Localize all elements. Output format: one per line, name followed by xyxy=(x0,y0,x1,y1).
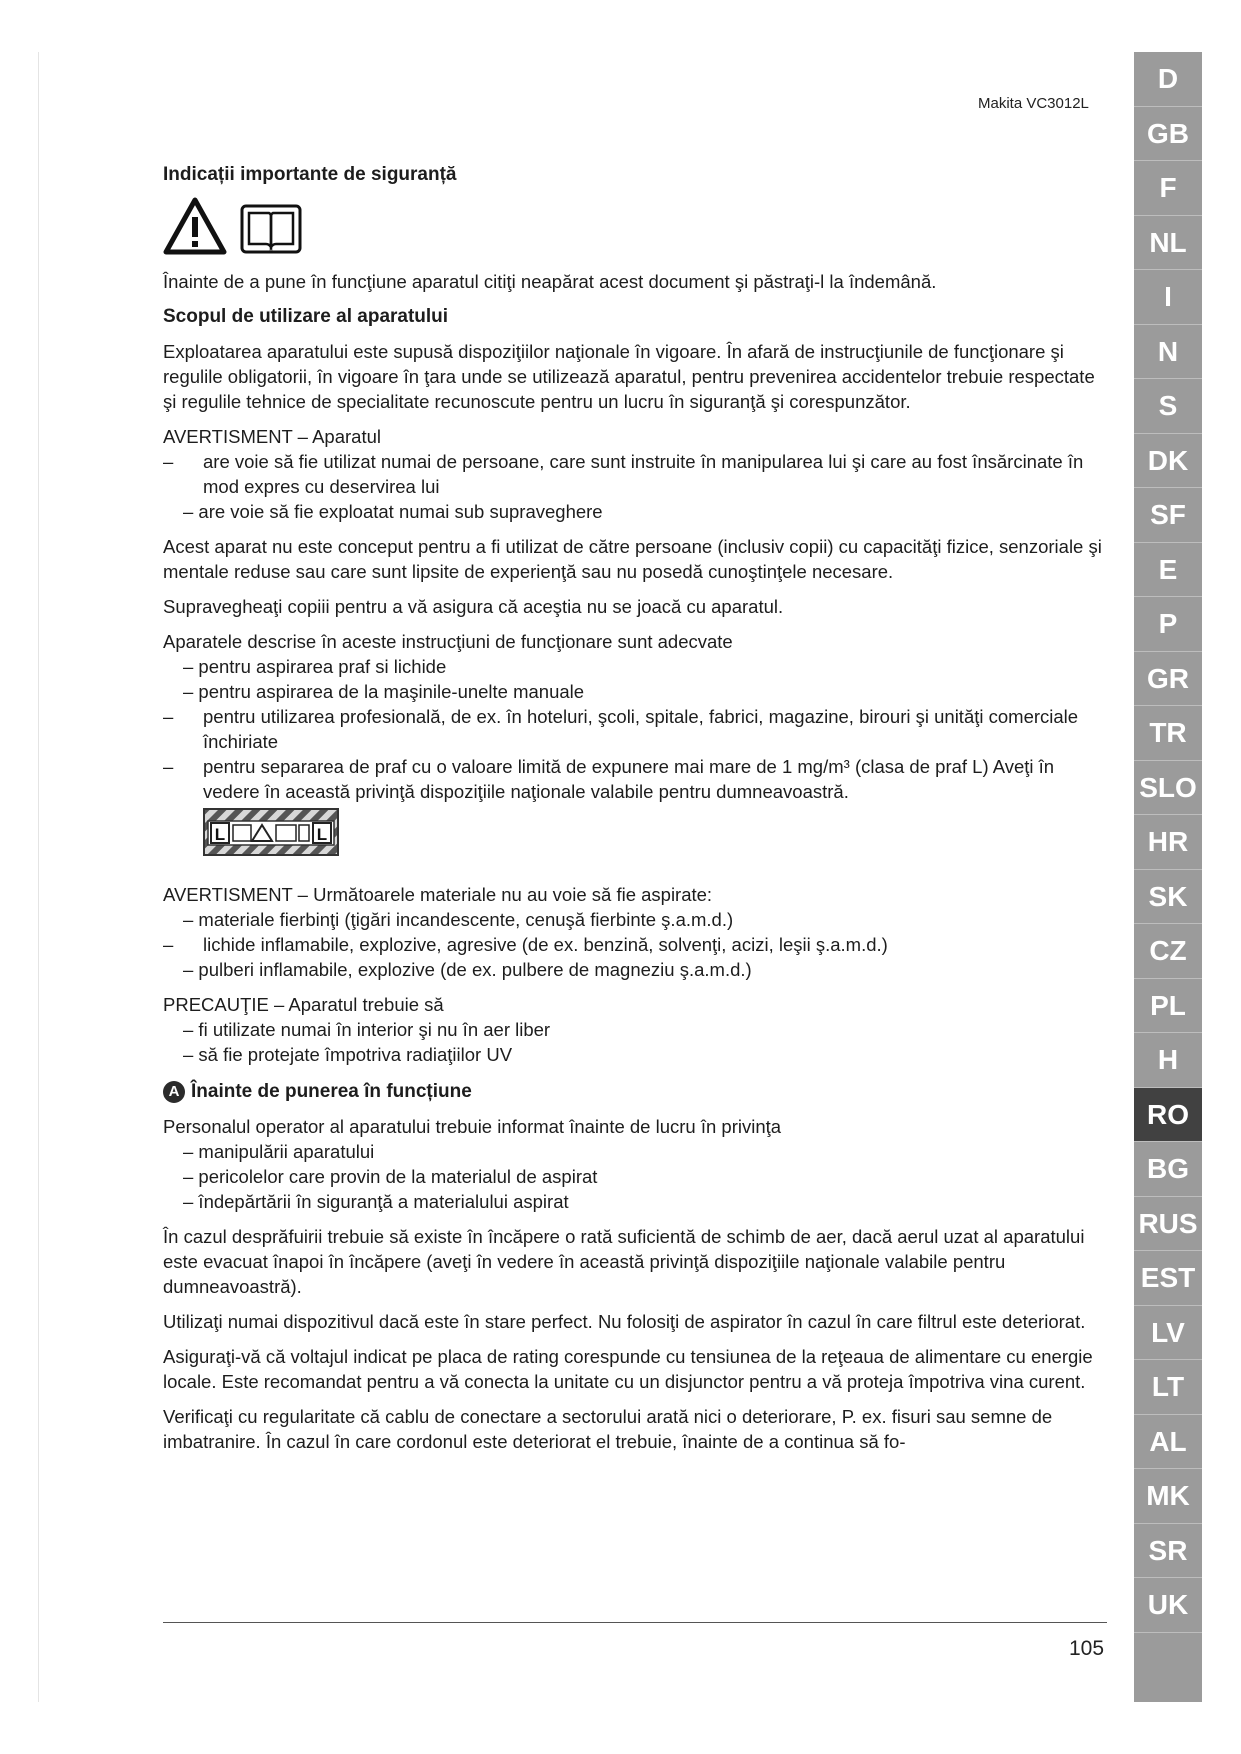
operator-lead: Personalul operator al aparatului trebuie informat înainte de lucru în privinţa xyxy=(163,1116,782,1137)
dust-class-letter: L xyxy=(214,825,226,844)
language-tab-d[interactable]: D xyxy=(1134,52,1202,107)
language-tab-lt[interactable]: LT xyxy=(1134,1360,1202,1415)
language-sidebar xyxy=(1134,52,1202,1702)
children-paragraph: Supravegheaţi copiii pentru a vă asigura că aceştia nu se joacă cu aparatul. xyxy=(163,596,784,617)
list-text: pentru utilizarea profesională, de ex. în hoteluri, şcoli, spitale, fabrici, magazine, birouri şi unităţi comerciale închiriate xyxy=(203,706,1079,752)
list-item xyxy=(163,704,1111,754)
list-text: are voie să fie utilizat numai de persoane, care sunt instruite în manipularea lui şi care au fost însărcinate în mod expres cu deservirea lui xyxy=(203,451,1084,497)
language-tab-al[interactable]: AL xyxy=(1134,1415,1202,1470)
list-item: – fi utilizate numai în interior şi nu în aer liber xyxy=(183,1019,551,1040)
page-title: Indicații importante de siguranță xyxy=(163,164,457,185)
voltage-paragraph: Asiguraţi-vă că voltajul indicat pe placa de rating corespunde cu tensiunea de la reţeaua de alimentare cu energie locale. Este recomandat pentru a vă conecta la unitate cu un disjunctor pentru a vă proteja împotriva vina curent. xyxy=(163,1346,1093,1392)
before-start-title: Înainte de punerea în funcțiune xyxy=(191,1081,472,1102)
list-dash: – xyxy=(163,934,174,955)
list-item xyxy=(163,932,1111,957)
list-item xyxy=(163,754,1111,804)
language-tab-rus[interactable]: RUS xyxy=(1134,1197,1202,1252)
list-item xyxy=(163,449,1111,499)
language-tab-sk[interactable]: SK xyxy=(1134,870,1202,925)
devices-lead: Aparatele descrise în aceste instrucţiuni de funcţionare sunt adecvate xyxy=(163,631,733,652)
list-item: – să fie protejate împotriva radiaţiilor UV xyxy=(183,1044,513,1065)
language-tab-n[interactable]: N xyxy=(1134,325,1202,380)
warning-triangle-icon xyxy=(163,197,227,255)
language-tab-lv[interactable]: LV xyxy=(1134,1306,1202,1361)
list-item: – are voie să fie exploatat numai sub supraveghere xyxy=(183,501,603,522)
language-tab-ro[interactable]: RO xyxy=(1134,1088,1202,1143)
list-dash: – xyxy=(163,706,174,727)
devices-suitable xyxy=(163,629,1111,872)
scope-paragraph: Exploatarea aparatului este supusă dispoziţiilor naţionale în vigoare. În afară de instrucţiunile de funcţionare şi regulile obligatorii, în vigoare în ţara unde se utilizează aparatul, pentru prevenirea accidentelor trebuie respectate şi regulile tehnice de specialitate recunoscute pentru un lucru în siguranţă şi corespunzător. xyxy=(163,341,1095,412)
dust-class-letter: L xyxy=(316,825,328,844)
read-manual-book-icon xyxy=(239,203,303,255)
scope-heading: Scopul de utilizare al aparatului xyxy=(163,306,449,327)
language-tab-est[interactable]: EST xyxy=(1134,1251,1202,1306)
warning-lead: AVERTISMENT – Următoarele materiale nu au voie să fie aspirate: xyxy=(163,884,713,905)
list-text: pentru separarea de praf cu o valoare limită de expunere mai mare de 1 mg/m³ (clasa de praf L) Aveţi în vedere în această privinţă dispoziţiile naţionale valabile pentru dumneavoastră. xyxy=(203,756,1055,802)
language-tab-i[interactable]: I xyxy=(1134,270,1202,325)
list-item: – pentru aspirarea de la maşinile-unelte manuale xyxy=(183,681,585,702)
language-tab-h[interactable]: H xyxy=(1134,1033,1202,1088)
language-tab-hr[interactable]: HR xyxy=(1134,815,1202,870)
persons-paragraph: Acest aparat nu este conceput pentru a fi utilizat de către persoane (inclusiv copii) cu capacităţi fizice, senzoriale şi mentale reduse sau care sunt lipsite de experienţă sau nu posedă cunoştinţele necesare. xyxy=(163,536,1102,582)
page-edge xyxy=(38,52,39,1702)
list-item: – îndepărtării în siguranţă a materialului aspirat xyxy=(183,1191,569,1212)
list-item: – manipulării aparatului xyxy=(183,1141,375,1162)
language-tab-nl[interactable]: NL xyxy=(1134,216,1202,271)
dust-class-l-label-icon xyxy=(203,808,339,856)
list-text: lichide inflamabile, explozive, agresive (de ex. benzină, solvenţi, acizi, leşii ş.a.m.d.) xyxy=(203,934,888,955)
language-tab-cz[interactable]: CZ xyxy=(1134,924,1202,979)
language-tab-pl[interactable]: PL xyxy=(1134,979,1202,1034)
language-tab-e[interactable]: E xyxy=(1134,543,1202,598)
caution-lead: PRECAUŢIE – Aparatul trebuie să xyxy=(163,994,444,1015)
list-item: – pulberi inflamabile, explozive (de ex. pulbere de magneziu ş.a.m.d.) xyxy=(183,959,752,980)
before-start-heading xyxy=(163,1079,1111,1104)
cable-check-paragraph: Verificaţi cu regularitate că cablu de conectare a sectorului arată nici o deteriorare, P. ex. fisuri sau semne de imbatranire. În cazul în care cordonul este deteriorat el trebuie, înainte de a continua să fo- xyxy=(163,1406,1053,1452)
device-condition-paragraph: Utilizaţi numai dispozitivul dacă este în stare perfect. Nu folosiţi de aspirator în cazul în care filtrul este deteriorat. xyxy=(163,1311,1086,1332)
page-number: 105 xyxy=(1069,1637,1105,1660)
intro-text: Înainte de a pune în funcţiune aparatul citiţi neapărat acest document şi păstraţi-l la îndemână. xyxy=(163,271,937,292)
language-tab-dk[interactable]: DK xyxy=(1134,434,1202,489)
language-tab-sr[interactable]: SR xyxy=(1134,1524,1202,1579)
operator-info xyxy=(163,1114,1111,1214)
language-tab-sf[interactable]: SF xyxy=(1134,488,1202,543)
caution-block xyxy=(163,992,1111,1067)
language-tab-f[interactable]: F xyxy=(1134,161,1202,216)
list-item: – pentru aspirarea praf si lichide xyxy=(183,656,447,677)
language-tab-gr[interactable]: GR xyxy=(1134,652,1202,707)
language-tab-slo[interactable]: SLO xyxy=(1134,761,1202,816)
list-item: – pericolelor care provin de la materialul de aspirat xyxy=(183,1166,598,1187)
list-dash: – xyxy=(163,451,174,472)
footer-divider xyxy=(163,1622,1107,1623)
ventilation-paragraph: În cazul desprăfuirii trebuie să existe în încăpere o rată suficientă de schimb de aer, dacă aerul uzat al aparatului este evacuat înapoi în încăpere (aveţi în vedere în această privinţă dispoziţiile naţionale valabile pentru dumneavoastră). xyxy=(163,1226,1085,1297)
warning-lead: AVERTISMENT – Aparatul xyxy=(163,426,381,447)
language-tab-p[interactable]: P xyxy=(1134,597,1202,652)
language-tab-tr[interactable]: TR xyxy=(1134,706,1202,761)
language-tab-mk[interactable]: MK xyxy=(1134,1469,1202,1524)
page-content xyxy=(163,162,1111,1464)
safety-icons xyxy=(163,197,1111,255)
language-tab-s[interactable]: S xyxy=(1134,379,1202,434)
warning-materials xyxy=(163,882,1111,982)
list-item: – materiale fierbinţi (ţigări incandescente, cenuşă fierbinte ş.a.m.d.) xyxy=(183,909,734,930)
language-tab-gb[interactable]: GB xyxy=(1134,107,1202,162)
language-tab-bg[interactable]: BG xyxy=(1134,1142,1202,1197)
warning-operators xyxy=(163,424,1111,524)
language-tab-uk[interactable]: UK xyxy=(1134,1578,1202,1633)
section-a-badge: A xyxy=(163,1081,185,1103)
list-dash: – xyxy=(163,756,174,777)
header-model: Makita VC3012L xyxy=(978,95,1089,112)
